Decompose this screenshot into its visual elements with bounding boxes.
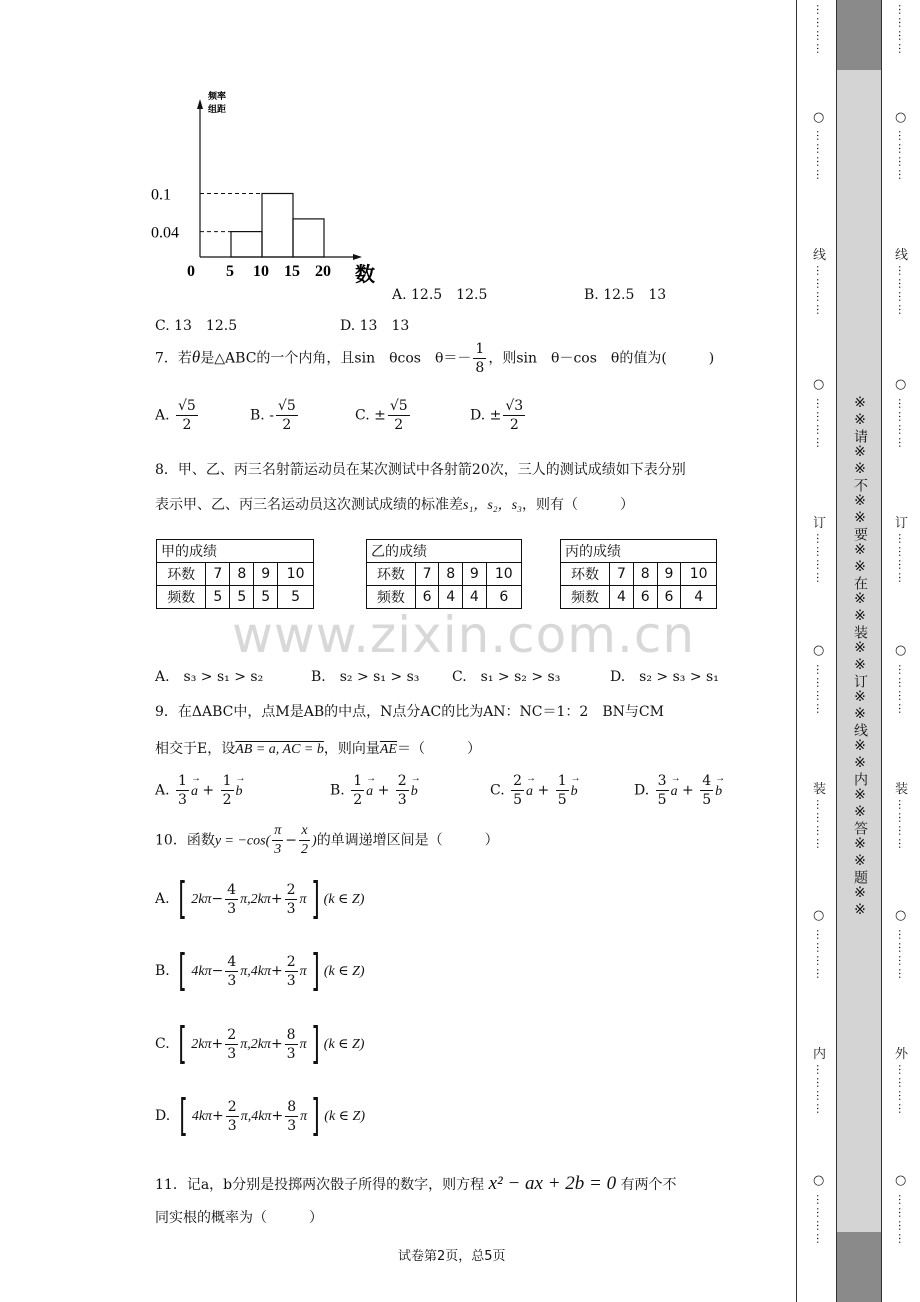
inner-dots-7: ………… [814, 799, 827, 851]
q7-stem-mid: 是△ABC的一个内角，且sin θcos θ＝－ [200, 350, 472, 367]
outer-circle-2: ○ [895, 377, 907, 392]
outer-dots-10: ………… [896, 1194, 909, 1246]
x-tick-label: 0 [187, 263, 195, 280]
outer-dots-7: ………… [896, 799, 909, 851]
binding-strip [796, 0, 920, 1302]
outer-label-xian: 线 [895, 248, 909, 263]
q6-option-d: D. 13 13 [340, 318, 410, 334]
inner-dots-5: ………… [814, 533, 827, 585]
x-axis-label: 数 [355, 262, 375, 286]
inner-circle-1: ○ [813, 110, 825, 125]
inner-dots-8: ………… [814, 929, 827, 981]
outer-label-ding: 订 [895, 516, 909, 531]
q8-option-d: D. s₂ > s₃ > s₁ [610, 669, 719, 685]
x-tick-label: 10 [253, 263, 269, 280]
inner-dots-10: ………… [814, 1194, 827, 1246]
q7-option-a: A. $\frac{√5}{2}$ [155, 398, 196, 433]
inner-dots-4: ………… [814, 398, 827, 450]
inner-label-ding: 订 [813, 516, 827, 531]
outer-dots-4: ………… [896, 398, 909, 450]
page-footer: 试卷第2页，总5页 [398, 1249, 506, 1264]
score-table-jia: 甲的成绩 环数 7 8 9 10 频数 5 5 5 5 [156, 539, 314, 609]
q6-option-b: B. 12.5 13 [584, 287, 667, 303]
inner-dots-9: ………… [814, 1064, 827, 1116]
frequency-histogram [150, 85, 390, 290]
histogram-bar [231, 232, 262, 257]
x-axis-arrow [353, 254, 362, 260]
q11-line2: 同实根的概率为（ ） [155, 1210, 323, 1226]
q8-line2: 表示甲、乙、丙三名运动员这次测试成绩的标准差s₁，s₂，s₃，则有（ ） [155, 497, 634, 513]
x-tick-label: 20 [315, 263, 331, 280]
q7-option-b: B. - $\frac{√5}{2}$ [250, 398, 296, 433]
outer-circle-4: ○ [895, 908, 907, 923]
inner-label-nei: 内 [813, 1047, 827, 1062]
q7-stem-post: ，则sin θ－cos θ的值为( ) [488, 350, 715, 367]
y-axis-label-top: 频率 [208, 92, 227, 102]
inner-dots-1: ………… [814, 4, 827, 56]
y-axis-arrow [197, 99, 203, 109]
inner-circle-4: ○ [813, 908, 825, 923]
q7-option-c: C. ± $\frac{√5}{2}$ [355, 398, 408, 433]
outer-circle-1: ○ [895, 110, 907, 125]
q7-option-d: D. ± $\frac{√3}{2}$ [470, 398, 524, 433]
outer-label-wai: 外 [895, 1047, 909, 1062]
q9-option-b: B. $\frac{1}{2}$ → a + $\frac{2}{3}$ → b [330, 772, 418, 809]
q9-line1: 9．在ΔABC中，点M是AB的中点，N点分AC的比为AN：NC＝1：2 BN与CM [155, 704, 664, 720]
strip-center-note: ※※请※※不※※要※※在※※装※※订※※线※※内※※答※※题※※ [852, 395, 868, 919]
strip-top-block [837, 0, 881, 70]
y-tick-label: 0.04 [151, 224, 179, 242]
strip-center-band [836, 0, 882, 1302]
score-table-bing: 丙的成绩 环数 7 8 9 10 频数 4 6 6 4 [560, 539, 717, 609]
inner-circle-5: ○ [813, 1173, 825, 1188]
outer-dots-9: ………… [896, 1064, 909, 1116]
histogram-bar [262, 194, 293, 258]
q8-option-b: B. s₂ > s₁ > s₃ [311, 669, 420, 685]
q7-theta: θ [191, 347, 201, 367]
strip-bottom-block [837, 1232, 881, 1302]
watermark: www.zixin.com.cn [232, 606, 696, 664]
inner-dots-6: ………… [814, 664, 827, 716]
outer-circle-5: ○ [895, 1173, 907, 1188]
outer-dots-1: ………… [896, 4, 909, 56]
outer-dots-2: ………… [896, 130, 909, 182]
score-table-yi: 乙的成绩 环数 7 8 9 10 频数 6 4 4 6 [366, 539, 522, 609]
q10-option-d: D. [ 4kπ+ $\frac{2}{3}$ π,4kπ+ $\frac{8}{3}$ π] (k ∈ Z) [155, 1090, 365, 1141]
q10-option-b: B. [ 4kπ− $\frac{4}{3}$ π,4kπ+ $\frac{2}{3}$ π] (k ∈ Z) [155, 945, 365, 996]
inner-label-xian: 线 [813, 248, 827, 263]
x-tick-label: 15 [284, 263, 300, 280]
inner-circle-3: ○ [813, 643, 825, 658]
inner-dots-3: ………… [814, 265, 827, 317]
q7-stem [155, 340, 714, 377]
outer-circle-3: ○ [895, 643, 907, 658]
q8-option-c: C. s₁ > s₂ > s₃ [452, 669, 561, 685]
inner-label-zhuang: 装 [813, 782, 827, 797]
q11-line1: 11．记a，b分别是投掷两次骰子所得的数字，则方程 x² − ax + 2b = 0 有两个不 [155, 1173, 677, 1194]
x-tick-label: 5 [226, 263, 234, 280]
q7-stem-pre: 7．若 [155, 350, 192, 367]
q10-option-c: C. [ 2kπ+ $\frac{2}{3}$ π,2kπ+ $\frac{8}{3}$ π] (k ∈ Z) [155, 1018, 365, 1069]
strip-left-border [796, 0, 797, 1302]
q7-fraction: $\frac{1}{8}$ [475, 341, 485, 376]
histogram-bar [293, 219, 324, 257]
q9-option-d: D. $\frac{3}{5}$ → a + $\frac{4}{5}$ → b [634, 772, 722, 809]
q9-option-c: C. $\frac{2}{5}$ → a + $\frac{1}{5}$ → b [490, 772, 578, 809]
outer-dots-5: ………… [896, 533, 909, 585]
outer-dots-3: ………… [896, 265, 909, 317]
inner-dots-2: ………… [814, 130, 827, 182]
q10-option-a: A. [ 2kπ− $\frac{4}{3}$ π,2kπ+ $\frac{2}{3}$ π] (k ∈ Z) [155, 873, 365, 924]
y-tick-label: 0.1 [151, 186, 171, 204]
q6-option-a: A. 12.5 12.5 [392, 287, 488, 303]
q10-stem: 10．函数y = −cos( $\frac{\pi}{3}$ − $\frac{x}{2}$ )的单调递增区间是（ ） [155, 823, 499, 857]
q8-line1: 8．甲、乙、丙三名射箭运动员在某次测试中各射箭20次，三人的测试成绩如下表分别 [155, 462, 686, 478]
y-axis-label-bottom: 组距 [208, 105, 227, 115]
outer-dots-8: ………… [896, 929, 909, 981]
inner-circle-2: ○ [813, 377, 825, 392]
q9-option-a: A. $\frac{1}{3}$ → a + $\frac{1}{2}$ → b [155, 772, 243, 809]
outer-dots-6: ………… [896, 664, 909, 716]
outer-label-zhuang: 装 [895, 782, 909, 797]
q9-line2: 相交于E，设AB = a, AC = b，则向量AE＝（ ） [155, 741, 481, 757]
q6-option-c: C. 13 12.5 [155, 318, 238, 334]
q8-option-a: A. s₃ > s₁ > s₂ [155, 669, 264, 685]
